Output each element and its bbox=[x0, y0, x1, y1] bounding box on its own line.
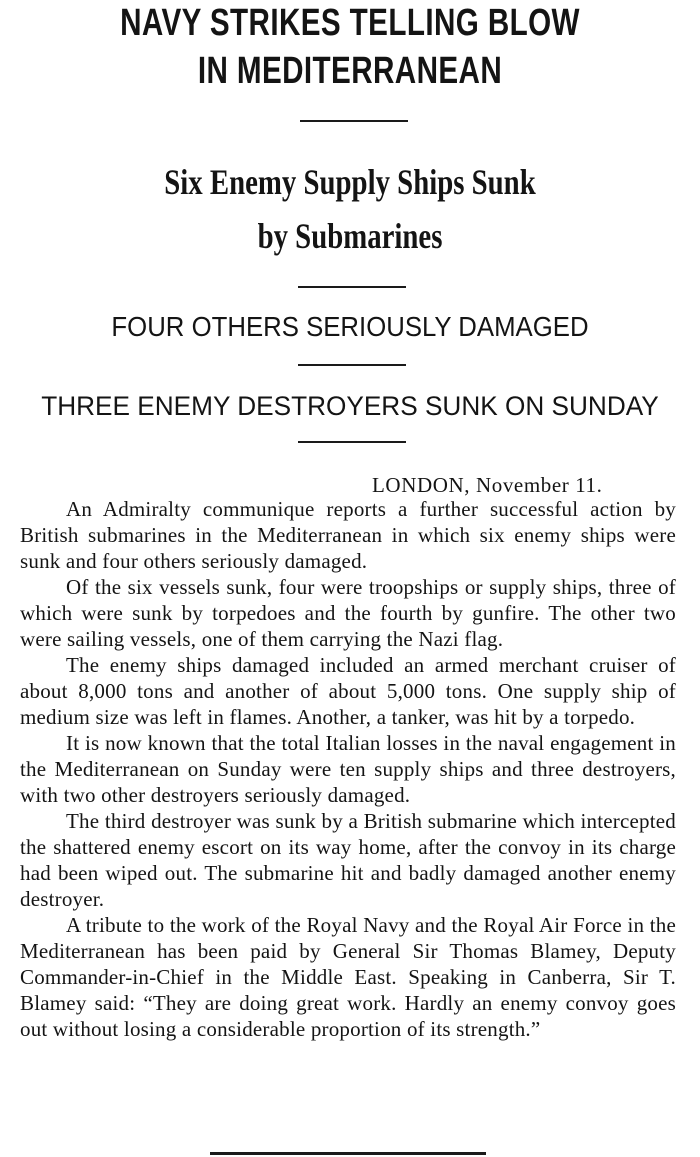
deck-four-others-damaged: FOUR OTHERS SERIOUSLY DAMAGED bbox=[111, 311, 589, 342]
article-paragraph: It is now known that the total Italian losses in the naval engagement in the Mediterranean on Sunday were ten supply ships and three destroyers, with two other destroyers seriously damaged. bbox=[20, 731, 676, 807]
article-paragraph: The enemy ships damaged included an armed merchant cruiser of about 8,000 tons and another of about 5,000 tons. One supply ship of medium size was left in flames. Another, a tanker, was hit by a torpedo. bbox=[20, 653, 676, 729]
dateline: LONDON, November 11. bbox=[372, 473, 603, 497]
article-paragraph: An Admiralty communique reports a further successful action by British submarines in the Mediterranean in which six enemy ships were sunk and four others seriously damaged. bbox=[20, 497, 676, 573]
divider-rule-4 bbox=[298, 441, 406, 443]
subheadline-line-2: by Submarines bbox=[257, 216, 443, 256]
headline: NAVY STRIKES TELLING BLOW bbox=[120, 2, 580, 44]
article-body bbox=[20, 496, 676, 1042]
subheadline: Six Enemy Supply Ships Sunk bbox=[164, 162, 536, 202]
headline-line-2: IN MEDITERRANEAN bbox=[197, 50, 503, 92]
article-paragraph: Of the six vessels sunk, four were troopships or supply ships, three of which were sunk by torpedoes and the fourth by gunfire. The other two were sailing vessels, one of them carrying the Nazi flag. bbox=[20, 575, 676, 651]
end-rule bbox=[210, 1152, 486, 1155]
article-paragraph: A tribute to the work of the Royal Navy and the Royal Air Force in the Mediterranean has been paid by General Sir Thomas Blamey, Deputy Commander-in-Chief in the Middle East. Speaking in Canberra, Sir T. Blamey said: “They are doing great work. Hardly an enemy convoy goes out without losing a considerable proportion of its strength.” bbox=[20, 913, 676, 1041]
divider-rule-1 bbox=[300, 120, 408, 122]
divider-rule-2 bbox=[298, 286, 406, 288]
article-paragraph: The third destroyer was sunk by a British submarine which intercepted the shattered enemy escort on its way home, after the convoy in its charge had been wiped out. The submarine hit and badly damaged another enemy destroyer. bbox=[20, 809, 676, 911]
divider-rule-3 bbox=[298, 364, 406, 366]
deck-three-destroyers-sunk: THREE ENEMY DESTROYERS SUNK ON SUNDAY bbox=[41, 391, 659, 421]
